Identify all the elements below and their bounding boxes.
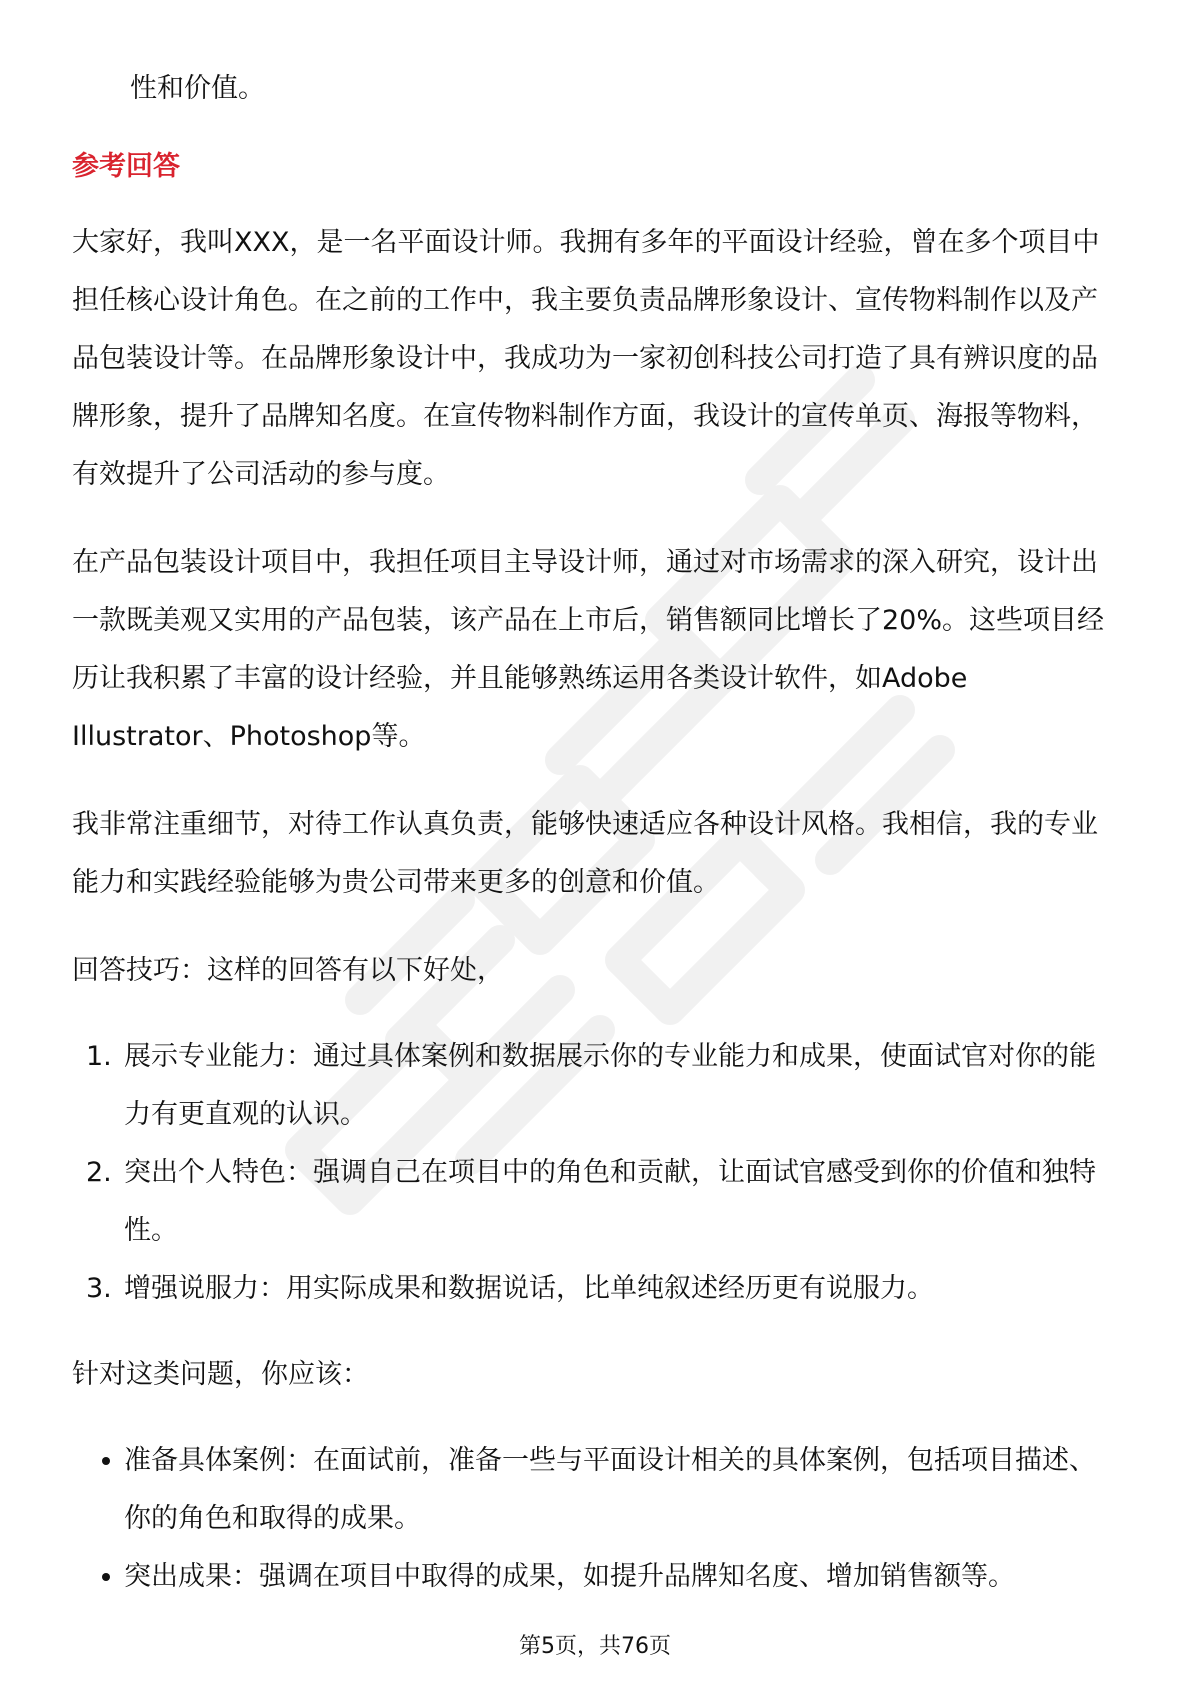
list-item-text: 准备具体案例：在面试前，准备一些与平面设计相关的具体案例，包括项目描述、你的角色和取得的成果。 xyxy=(124,1445,1096,1534)
answer-paragraph-2: 在产品包装设计项目中，我担任项目主导设计师，通过对市场需求的深入研究，设计出一款既美观又实用的产品包装，该产品在上市后，销售额同比增长了20%。这些项目经历让我积累了丰富的设计经验，并且能够熟练运用各类设计软件，如Adobe Illustrator、Photoshop等。 xyxy=(72,547,1105,752)
list-item xyxy=(72,1432,1118,1548)
list-item xyxy=(72,1548,1118,1606)
tips-list xyxy=(72,1028,1118,1318)
list-item xyxy=(72,1260,1118,1318)
list-item xyxy=(72,1028,1118,1144)
list-item xyxy=(72,1144,1118,1260)
bullet-icon xyxy=(102,1573,110,1581)
page-footer: 第5页，共76页 xyxy=(519,1634,671,1659)
continuation-text: 性和价值。 xyxy=(130,73,265,104)
list-item-text: 突出个人特色：强调自己在项目中的角色和贡献，让面试官感受到你的价值和独特性。 xyxy=(124,1157,1096,1246)
bullet-icon xyxy=(102,1457,110,1465)
tips-intro: 回答技巧：这样的回答有以下好处， xyxy=(72,955,504,986)
answer-paragraph-3: 我非常注重细节，对待工作认真负责，能够快速适应各种设计风格。我相信，我的专业能力和实践经验能够为贵公司带来更多的创意和价值。 xyxy=(72,809,1098,898)
section-heading-reference-answer: 参考回答 xyxy=(72,151,180,182)
list-item-text: 突出成果：强调在项目中取得的成果，如提升品牌知名度、增加销售额等。 xyxy=(124,1561,1015,1592)
answer-paragraph-1: 大家好，我叫XXX，是一名平面设计师。我拥有多年的平面设计经验，曾在多个项目中担任核心设计角色。在之前的工作中，我主要负责品牌形象设计、宣传物料制作以及产品包装设计等。在品牌形象设计中，我成功为一家初创科技公司打造了具有辨识度的品牌形象，提升了品牌知名度。在宣传物料制作方面，我设计的宣传单页、海报等物料，有效提升了公司活动的参与度。 xyxy=(72,227,1100,490)
list-number: 3. xyxy=(86,1273,112,1304)
advice-list xyxy=(72,1432,1118,1606)
document-content xyxy=(72,60,1118,1634)
list-item-text: 增强说服力：用实际成果和数据说话，比单纯叙述经历更有说服力。 xyxy=(124,1273,934,1304)
advice-intro: 针对这类问题，你应该： xyxy=(72,1359,369,1390)
list-number: 2. xyxy=(86,1157,112,1188)
list-number: 1. xyxy=(86,1041,112,1072)
list-item-text: 展示专业能力：通过具体案例和数据展示你的专业能力和成果，使面试官对你的能力有更直观的认识。 xyxy=(124,1041,1096,1130)
